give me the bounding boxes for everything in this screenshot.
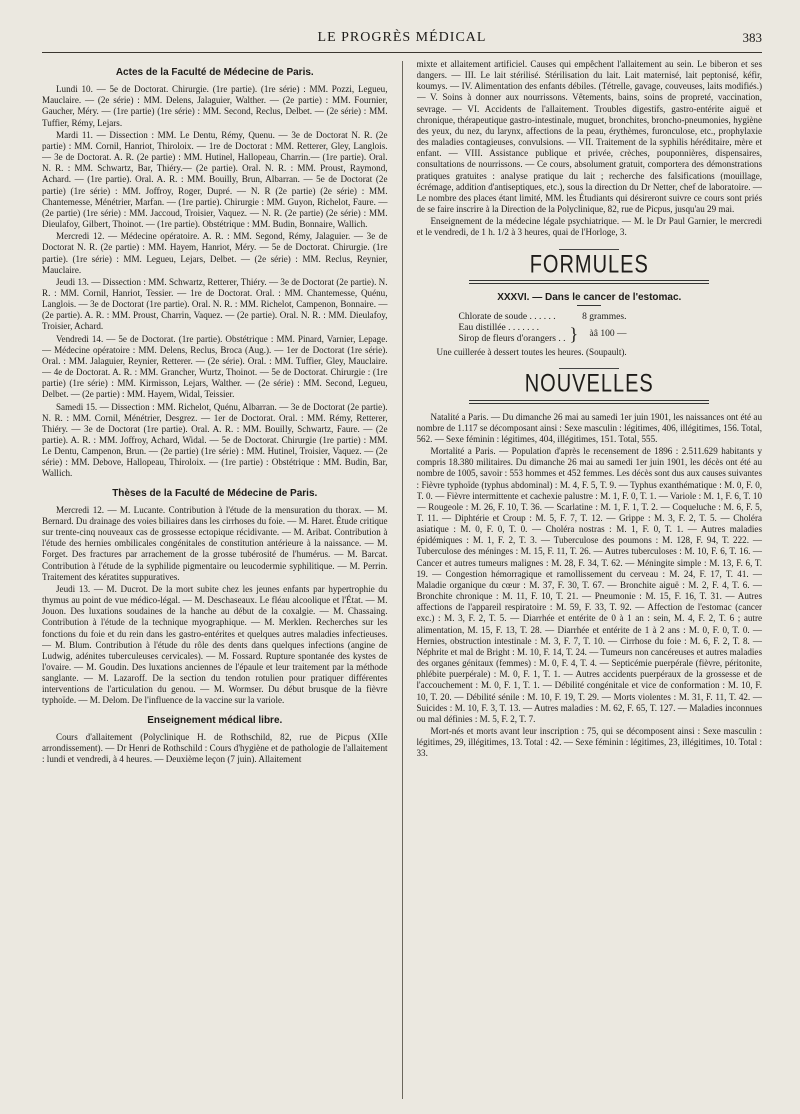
formule-note: Une cuillerée à dessert toutes les heures. (Soupault). <box>436 347 627 358</box>
formules-title: FORMULES <box>529 250 649 279</box>
theses-paragraph: Mercredi 12. — M. Lucante. Contribution à l'étude de la mensuration du thorax. — M. Bernard. Du drainage des voies biliaires dans les cirrhoses du foie. — M. Haret. Étude critique sur trente-cinq nouveaux cas de grossesse ectopique récidivante. — M. Aribat. Contribution à l'étude des hernies ombilicales congénitales de constitution antérieure à la naissance. — M. Forget. Des fractures par arrachement de la grosse tubérosité de l'humérus. — M. Barcat. Contribution à l'étude de la syphilide pigmentaire ou leucodermie syphilitique. — M. Perrin. Traitement des kératites suppuratives. <box>42 504 388 582</box>
formula-row <box>457 323 629 334</box>
formula-row <box>457 312 629 323</box>
enseignement-heading: Enseignement médical libre. <box>147 714 283 726</box>
actes-paragraph: Mardi 11. — Dissection : MM. Le Dentu, Rémy, Quenu. — 3e de Doctorat N. R. (2e partie) : MM. Cornil, Hanriot, Thiroloix. — 1re de Doctorat : MM. Retterer, Gley, Langlois. — 3e de Doctorat. A. R. (2e partie) : MM. Hutinel, Hallopeau, Charrin.— (1re partie). Oral. N. R. : MM. Schwartz, Bar, Thiéry.— (2e partie). Oral. N. R. : MM. Proust, Raymond, Achard. — (1re partie). Oral. A. R. : MM. Bouilly, Brun, Albarran. — 5e de Doctorat (2e partie) (1re série) : MM. Joffroy, Roger, Dupré. — N. R (2e partie) (2e série) : MM. Chantemesse, Ménétrier, Marfan. — (1re partie). Chirurgie : MM. Guyon, Richelot, Faure. — (2e partie) (1re série) : MM. Jaccoud, Troisier, Vaquez. — N. R. (2e partie) (2e série) : MM. Dieulafoy, Gilbert, Thoinot. — (1re partie). Obstétrique : MM. Budin, Bonnaire, Wallich. <box>42 129 388 230</box>
formule-heading: XXXVI. — Dans le cancer de l'estomac. <box>497 291 682 303</box>
actes-paragraph: Lundi 10. — 5e de Doctorat. Chirurgie. (1re partie). (1re série) : MM. Pozzi, Legueu, Mauclaire. — (2e série) : MM. Delens, Jalaguier, Walther. — (2e partie) : MM. Fournier, Gaucher, Méry. — (1re partie) (1re série) : MM. Second, Reclus, Delbet. — (2e série) : MM. Tuffier, Rémy, Lejars. <box>42 84 388 128</box>
banner-rule <box>469 280 709 284</box>
actes-paragraph: Mercredi 12. — Médecine opératoire. A. R. : MM. Segond, Rémy, Jalaguier. — 3e de Doctorat N. R. (2e partie) : MM. Hayem, Hanriot, Méry. — 5e de Doctorat. Chirurgie. (1re partie). (1re série) : MM. Legueu, Lejars, Delbet. — (2e série) : MM. Reclus, Reynier, Mauclaire. <box>42 231 388 275</box>
mort-nes-paragraph: Mort-nés et morts avant leur inscription : 75, qui se décomposent ainsi : Sexe masculin : légitimes, 29, illégitimes, 13. Total : 42. — Sexe féminin : légitimes, 23, illégitimes, 10. Total : 33. <box>416 725 763 759</box>
actes-paragraph: Samedi 15. — Dissection : MM. Richelot, Quénu, Albarran. — 3e de Doctorat (2e partie). N. R. : MM. Cornil, Ménétrier, Desgrez. — 1er de Doctorat. Oral. : MM. Rémy, Retterer, Thiéry. — 3e de Doctorat (1re partie). Oral. A. R. : MM. Bouilly, Schwartz, Faure. — (2e partie). A. R. : MM. Joffroy, Achard, Widal. — 5e de Doctorat. Chirurgie (1re partie) : MM. Le Dentu, Campenon, Brun. — (2e partie) (1re série) : MM. Hutinel, Troisier, Vaquez. — (2e série) : MM. Debove, Hallopeau, Thiroloix. — (1re partie) : Obstétrique : MM. Budin, Bar, Wallich. <box>42 401 388 479</box>
ingredient: Chlorate de soude . . . . . . <box>458 311 556 322</box>
two-column-body <box>42 59 762 1099</box>
quantity: àâ 100 — <box>589 328 627 339</box>
mortalite-paragraph: Mortalité a Paris. — Population d'après le recensement de 1896 : 2.511.629 habitants y compris 18.380 militaires. Du dimanche 26 mai au samedi 1er juin 1901, les décès ont été au nombre de 1005, savoir : 553 hommes et 452 femmes. Les décès sont dus aux causes suivantes : Fièvre typhoïde (typhus abdominal) : M. 4, F. 5, T. 9. — Typhus exanthématique : M. 0, F. 0, T. 0. — Fièvre intermittente et cachexie palustre : M. 1, F. 0, T. 1. — Variole : M. 1, F. 6, T. 10— Rougeole : M. 26, F. 10, T. 36. — Scarlatine : M. 1, F. 1, T. 2. — Coqueluche : M. 6, F. 5, T. 11. — Diphtérie et Croup : M. 5, F. 7, T. 12. — Grippe : M. 3, F. 2, T. 5. — Choléra asiatique : M. 0, F. 0, T. 0. — Choléra nostras : M. 1, F. 0, T. 1. — Autres maladies épidémiques : M. 1, F. 2, T. 3. — Tuberculose des poumons : M. 128, F. 94, T. 222. — Tuberculose des méninges : M. 15, F. 11, T. 26. — Autres tuberculoses : M. 10, F. 6, T. 16. — Cancer et autres tumeurs malignes : M. 28, F. 34, T. 62. — Méningite simple : M. 13, F. 6, T. 19. — Congestion hémorragique et ramollissement du cerveau : M. 24, F. 17, T. 41. — Maladie organique du cœur : M. 37, F. 30, T. 67. — Bronchite aiguë : M. 2, F. 4, T. 6. — Bronchite chronique : M. 11, F. 10, T. 21. — Pneumonie : M. 15, F. 16, T. 31. — Autres affections de l'appareil respiratoire : M. 59, F. 33, T. 92. — Affection de l'estomac (cancer exc.) : M. 3, F. 2, T. 5. — Diarrhée et entérite de 0 à 1 an : sein, M. 4, F. 2, T. 6 ; autre alimentation, M. 15, F. 13, T. 28. — Diarrhée et entérite de 1 à 2 ans : M. 0, F. 0, T. 0. — Hernies, obstruction intestinale : M. 3, F. 7, T. 10. — Cirrhose du foie : M. 6, F. 2, T. 8. — Néphrite et mal de Bright : M. 10, F. 14, T. 24. — Tumeurs non cancéreuses et autres maladies des organes génitaux (femmes) : M. 0, F. 4, T. 4. — Septicémie puerpérale (fièvre, péritonite, phlébite puerpérale) : M. 0, F. 1, T. 1. — Autres accidents puerpéraux de la grossesse et de l'accouchement : M. 0, F. 1, T. 1. — Débilité congénitale et vice de conformation : M. 10, F. 10, T. 20. — Débilité sénile : M. 10, F. 19, T. 29. — Morts violentes : M. 31, F. 11, T. 42. — Suicides : M. 10, F. 3, T. 13. — Autres maladies : M. 62, F. 65, T. 127. — Maladies inconnues ou mal définies : M. 5, F. 2, T. 7. <box>416 446 763 724</box>
section-rule <box>559 249 619 250</box>
theses-heading: Thèses de la Faculté de Médecine de Paris. <box>112 487 318 499</box>
brace: } <box>569 324 579 345</box>
enseignement-legale-paragraph: Enseignement de la médecine légale psychiatrique. — M. le Dr Paul Garnier, le mercredi et le vendredi, de 1 h. 1/2 à 3 heures, quai de l'Horloge, 3. <box>416 216 763 238</box>
theses-paragraph: Jeudi 13. — M. Ducrot. De la mort subite chez les jeunes enfants par hypertrophie du thymus au point de vue médico-légal. — M. Deschaseaux. Le fléau alcoolique et l'État. — M. Jouon. Des luxations soudaines de la hanche au début de la coxalgie. — M. Chassaing. Contribution à l'étude de la technique myographique. — M. Merklen. Recherches sur les fonctions du foie et du rein dans les gastro-entérites et quelques autres maladies infectieuses. — M. Blum. Contribution à l'étude du rôle des dents dans quelques infections (angine de Ludwig, adénites tuberculeuses cervicales). — M. Fossard. Rupture spontanée des kystes de l'ovaire. — M. Goudin. Des luxations anciennes de l'épaule et leur traitement par la méthode sanglante. — M. Lazaroff. De la section du tendon rotulien pour pratiquer différentes interventions de l'articulation du genou. — M. Wormser. Du début brusque de la fièvre typhoïde. — M. Delom. De l'influence de la vaccine sur la variole. <box>42 583 388 706</box>
right-column <box>417 59 763 1099</box>
page-number: 383 <box>742 30 762 45</box>
quantity: 8 grammes. <box>582 311 627 322</box>
continued-paragraph: mixte et allaitement artificiel. Causes qui empêchent l'allaitement au sein. Le biberon et ses dangers. — III. Le lait stérilisé. Stérilisation du lait. Lait maternisé, lait peptonisé, kéfir, koumys. — IV. Alimentation des enfants débiles. (Tétrelle, gavage, couveuses, laits modifiés.) — V. Soins à donner aux nourrissons. Vêtements, bains, soins de propreté, vaccination, sevrage. — VI. Accidents de l'allaitement. Troubles digestifs, gastro-entérite aiguë et chronique, thérapeutique gastro-intestinale, muguet, bronchites, broncho-pneumonies, hygiène des yeux, du nez, du larynx, affections de la peau, érythèmes, furonculose, etc., prophylaxie des maladies contagieuses, convulsions. — VII. Traitement de la syphilis héréditaire, mère et enfant. — VIII. Assistance publique et privée, crèches, pouponnières, dispensaires, consultations de nourrissons. — Ce cours, absolument gratuit, comportera des démonstrations pratiques gratuites : analyse pratique du lait ; recherche des falsifications (mouillage, écrémage, addition d'antiseptiques, etc.), sous la direction du Dr Netter, chef de laboratoire. — Le nombre des places étant limité, MM. les Étudiants qui désireront suivre ce cours sont priés de se faire inscrire à la Direction de la Polyclinique, 82, rue de Picpus, jusqu'au 29 mai. <box>416 59 763 215</box>
actes-paragraph: Jeudi 13. — Dissection : MM. Schwartz, Retterer, Thiéry. — 3e de Doctorat (2e partie). N. R. : MM. Cornil, Hanriot, Tessier. — 1re de Doctorat. Oral. : MM. Chantemesse, Quénu, Langlois. — 3e de Doctorat (1re partie). Oral. N. R. : MM. Richelot, Campenon, Bonnaire. — (2e partie). A. R. : MM. Proust, Charrin, Vaquez. — (2e partie). Oral. N. R. : MM. Dieulafoy, Troisier, Achard. <box>42 276 388 332</box>
banner-rule <box>469 400 709 404</box>
ingredient: Eau distillée . . . . . . . <box>458 322 539 333</box>
journal-title: LE PROGRÈS MÉDICAL <box>317 30 487 45</box>
actes-heading: Actes de la Faculté de Médecine de Paris. <box>115 67 314 78</box>
nouvelles-banner <box>417 370 763 399</box>
left-column <box>42 59 388 1099</box>
formules-banner <box>417 250 763 279</box>
nouvelles-title: NOUVELLES <box>524 370 654 399</box>
enseignement-paragraph: Cours d'allaitement (Polyclinique H. de Rothschild, 82, rue de Picpus (XIIe arrondissement). — Dr Henri de Rothschild : Cours d'hygiène et de pathologie de l'allaitement : lundi et vendredi, à 4 heures. — Deuxième leçon (7 juin). Allaitement <box>42 731 388 765</box>
brace-spacer <box>567 312 580 323</box>
ingredient: Sirop de fleurs d'orangers . . <box>458 334 566 345</box>
formula-table <box>457 312 629 345</box>
running-header <box>42 30 762 53</box>
short-rule <box>577 305 601 306</box>
natalite-paragraph: Natalité a Paris. — Du dimanche 26 mai au samedi 1er juin 1901, les naissances ont été au nombre de 1.117 se décomposant ainsi : Sexe masculin : légitimes, 406, illégitimes, 156. Total, 562. — Sexe féminin : légitimes, 404, illégitimes, 151. Total, 555. <box>416 411 763 444</box>
column-divider <box>402 61 403 1099</box>
actes-paragraph: Vendredi 14. — 5e de Doctorat. (1re partie). Obstétrique : MM. Pinard, Varnier, Lepage. — Médecine opératoire : MM. Delens, Reclus, Broca (Aug.). — 1er de Doctorat (1re série). Oral. : MM. Jalaguier, Reynier, Retterer. — (2e série). Oral. : MM. Tuffier, Gley, Mauclaire. — 4e de Doctorat. A. R. : MM. Grancher, Wurtz, Thoinot. — 5e de Doctorat. Chirurgie : (1re partie) (1re série) : MM. Kirmisson, Lejars, Walther. — (2e série) : MM. Second, Legueu, Delbet. — (2e partie) : MM. Hayem, Widal, Teissier. <box>42 333 388 400</box>
